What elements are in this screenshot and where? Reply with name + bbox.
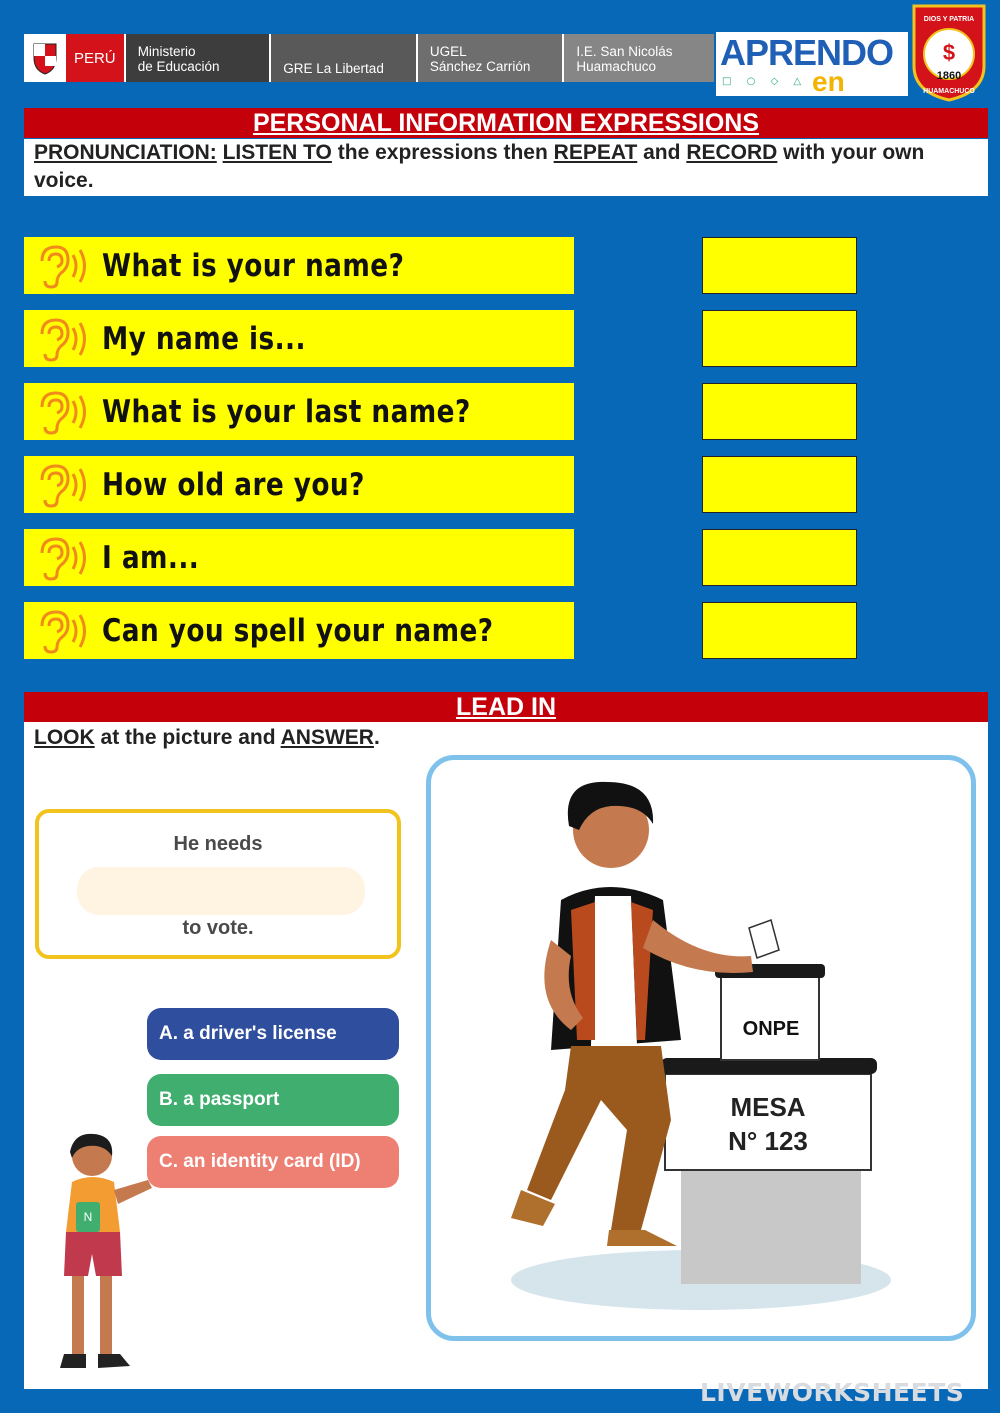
school-label: I.E. San Nicolás Huamachuco [564, 34, 714, 82]
expression-text: How old are you? [102, 466, 365, 503]
ministry-label: Ministerio de Educación [126, 34, 272, 82]
lead-in-title: LEAD IN [24, 692, 988, 722]
expression-row [24, 529, 574, 586]
expression-text: I am... [102, 539, 200, 576]
svg-text:N: N [83, 1210, 93, 1224]
table-sign: MESA N° 123 [728, 1092, 808, 1156]
option-b-button[interactable]: B. a passport [147, 1074, 399, 1126]
ugel-label: UGEL Sánchez Carrión [418, 34, 565, 82]
expression-row [24, 602, 574, 659]
country-label: PERÚ [66, 34, 126, 82]
record-box[interactable] [702, 310, 857, 367]
gre-label: GRE La Libertad [271, 34, 418, 82]
expression-row [24, 456, 574, 513]
expression-text: What is your name? [102, 247, 405, 284]
onpe-label: ONPE [742, 1018, 800, 1040]
option-a-button[interactable]: A. a driver's license [147, 1008, 399, 1060]
header-institution-bar [24, 34, 714, 82]
peru-shield-icon [24, 34, 66, 82]
expression-row [24, 310, 574, 367]
pronunciation-instructions: PRONUNCIATION: LISTEN TO the expressions then REPEAT and RECORD with your own voice. [24, 139, 988, 196]
record-box[interactable] [702, 456, 857, 513]
record-box[interactable] [702, 237, 857, 294]
aprendo-en-casa-logo: APRENDO □ ○ ◇ △ en [716, 32, 908, 96]
option-c-button[interactable]: C. an identity card (ID) [147, 1136, 399, 1188]
ear-audio-icon[interactable] [24, 383, 102, 440]
expression-text: Can you spell your name? [102, 612, 494, 649]
expression-text: My name is... [102, 320, 306, 357]
lead-in-instructions: LOOK at the picture and ANSWER. [34, 726, 380, 749]
expression-row [24, 383, 574, 440]
ear-audio-icon[interactable] [24, 529, 102, 586]
record-box[interactable] [702, 602, 857, 659]
ear-audio-icon[interactable] [24, 310, 102, 367]
school-crest-icon: $ DIOS Y PATRIA 1860 HUAMACHUCO [910, 2, 988, 102]
record-box[interactable] [702, 529, 857, 586]
liveworksheets-watermark: LIVEWORKSHEETS [700, 1378, 965, 1407]
record-box[interactable] [702, 383, 857, 440]
answer-input[interactable] [77, 867, 365, 915]
ear-audio-icon[interactable] [24, 456, 102, 513]
question-card [35, 809, 401, 959]
ear-audio-icon[interactable] [24, 602, 102, 659]
expression-row [24, 237, 574, 294]
question-suffix: to vote. [182, 917, 254, 939]
ear-audio-icon[interactable] [24, 237, 102, 294]
voting-picture [426, 755, 976, 1341]
svg-text:$: $ [942, 40, 956, 65]
question-prefix: He needs [173, 833, 263, 855]
expression-text: What is your last name? [102, 393, 471, 430]
kid-illustration [44, 1128, 174, 1380]
pronunciation-title: PERSONAL INFORMATION EXPRESSIONS [24, 108, 988, 138]
